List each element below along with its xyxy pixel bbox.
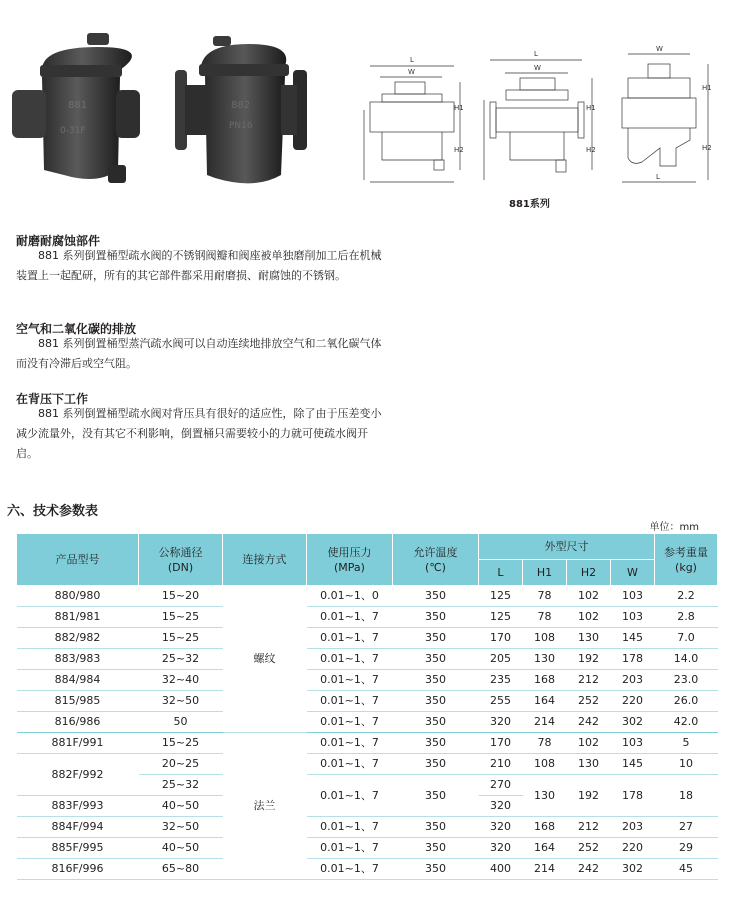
table-row: [17, 754, 718, 775]
table-row: [17, 838, 718, 859]
table-cell: 145: [611, 754, 655, 775]
header-dn: 公称通径 (DN): [139, 534, 223, 586]
table-cell: 145: [611, 628, 655, 649]
table-row: [17, 691, 718, 712]
header-connection: 连接方式: [223, 534, 307, 586]
table-cell: 130: [567, 628, 611, 649]
table-cell: 108: [523, 754, 567, 775]
dim-label-W2: W: [534, 64, 541, 72]
table-cell: 885F/995: [17, 838, 139, 859]
connection-flange: 法兰: [223, 733, 307, 880]
table-cell: 32~40: [139, 670, 223, 691]
table-cell: 883/983: [17, 649, 139, 670]
table-cell: 350: [393, 775, 479, 817]
table-cell: 882F/992: [17, 754, 139, 796]
table-cell: 168: [523, 670, 567, 691]
table-cell: 25~32: [139, 775, 223, 796]
drawing-caption: 881系列: [509, 199, 550, 210]
table-cell: 164: [523, 691, 567, 712]
table-cell: 5: [655, 733, 718, 754]
table-cell: 0.01~1、7: [307, 670, 393, 691]
dim-label-H1-2: H1: [586, 104, 596, 112]
table-cell: 350: [393, 859, 479, 880]
table-cell: 42.0: [655, 712, 718, 733]
dim-label-L3: L: [656, 173, 660, 181]
table-cell: 203: [611, 817, 655, 838]
dim-label-W3: W: [656, 45, 663, 53]
drawing-side: [622, 54, 708, 182]
product-photo-flanged: [175, 30, 323, 195]
table-cell: 14.0: [655, 649, 718, 670]
table-cell: 210: [479, 754, 523, 775]
table-cell: 170: [479, 733, 523, 754]
drawing-flanged: [484, 60, 592, 180]
table-cell: 15~20: [139, 586, 223, 607]
table-cell: 881F/991: [17, 733, 139, 754]
table-cell: 23.0: [655, 670, 718, 691]
table-cell: 65~80: [139, 859, 223, 880]
table-cell: 78: [523, 733, 567, 754]
photo-mark-882: 882: [231, 100, 251, 111]
table-cell: 320: [479, 817, 523, 838]
table-cell: 883F/993: [17, 796, 139, 817]
table-cell: 192: [567, 649, 611, 670]
dim-label-L2: L: [534, 50, 538, 58]
photo-mark-881: 881: [68, 100, 88, 111]
table-cell: 205: [479, 649, 523, 670]
table-cell: 168: [523, 817, 567, 838]
table-cell: 50: [139, 712, 223, 733]
header-H1: H1: [523, 560, 567, 586]
table-cell: 2.8: [655, 607, 718, 628]
table-cell: 178: [611, 649, 655, 670]
table-row: [17, 712, 718, 733]
table-cell: 881/981: [17, 607, 139, 628]
table-cell: 0.01~1、7: [307, 817, 393, 838]
photo-mark-rating: 0-31F: [60, 126, 86, 136]
table-row: [17, 817, 718, 838]
table-cell: 125: [479, 607, 523, 628]
table-cell: 270: [479, 775, 523, 796]
table-cell: 25~32: [139, 649, 223, 670]
table-cell: 350: [393, 670, 479, 691]
table-cell: 350: [393, 733, 479, 754]
section-title-backpressure: 在背压下工作: [16, 392, 89, 406]
table-row: [17, 733, 718, 754]
dim-label-H2-3: H2: [702, 144, 712, 152]
table-cell: 302: [611, 712, 655, 733]
table-cell: 0.01~1、7: [307, 859, 393, 880]
header-L: L: [479, 560, 523, 586]
table-cell: 15~25: [139, 628, 223, 649]
table-cell: 2.2: [655, 586, 718, 607]
section-title-air: 空气和二氧化碳的排放: [16, 322, 137, 336]
table-cell: 108: [523, 628, 567, 649]
table-cell: 170: [479, 628, 523, 649]
header-model: 产品型号: [17, 534, 139, 586]
table-row: [17, 607, 718, 628]
table-cell: 192: [567, 775, 611, 817]
table-cell: 220: [611, 838, 655, 859]
table-heading: 六、技术参数表: [7, 504, 99, 519]
table-cell: 255: [479, 691, 523, 712]
table-cell: 320: [479, 796, 523, 817]
table-cell: 130: [567, 754, 611, 775]
table-cell: 882/982: [17, 628, 139, 649]
table-cell: 884F/994: [17, 817, 139, 838]
header-pressure: 使用压力 (MPa): [307, 534, 393, 586]
table-cell: 45: [655, 859, 718, 880]
table-cell: 350: [393, 712, 479, 733]
table-cell: 102: [567, 733, 611, 754]
table-cell: 320: [479, 712, 523, 733]
table-cell: 220: [611, 691, 655, 712]
table-cell: 400: [479, 859, 523, 880]
table-cell: 816F/996: [17, 859, 139, 880]
table-cell: 15~25: [139, 733, 223, 754]
table-cell: 212: [567, 817, 611, 838]
table-cell: 125: [479, 586, 523, 607]
table-cell: 350: [393, 754, 479, 775]
table-cell: 164: [523, 838, 567, 859]
table-cell: 302: [611, 859, 655, 880]
section-body-air: 881 系列倒置桶型蒸汽疏水阀可以自动连续地排放空气和二氧化碳气体而没有冷滞后或空气阻。: [16, 337, 382, 370]
table-cell: 350: [393, 586, 479, 607]
table-cell: 242: [567, 859, 611, 880]
header-dimensions: 外型尺寸: [479, 534, 655, 560]
header-H2: H2: [567, 560, 611, 586]
section-body-wear: 881 系列倒置桶型疏水阀的不锈钢阀瓣和阀座被单独磨削加工后在机械装置上一起配研，所有的其它部件都采用耐磨损、耐腐蚀的不锈钢。: [16, 249, 382, 282]
dim-label-H1-1: H1: [454, 104, 464, 112]
table-cell: 0.01~1、7: [307, 754, 393, 775]
table-row: [17, 670, 718, 691]
table-cell: 350: [393, 649, 479, 670]
table-cell: 880/980: [17, 586, 139, 607]
table-cell: 40~50: [139, 838, 223, 859]
table-cell: 32~50: [139, 691, 223, 712]
table-cell: 178: [611, 775, 655, 817]
table-cell: 884/984: [17, 670, 139, 691]
table-cell: 0.01~1、7: [307, 712, 393, 733]
table-cell: 103: [611, 607, 655, 628]
table-cell: 212: [567, 670, 611, 691]
table-cell: 815/985: [17, 691, 139, 712]
table-cell: 252: [567, 838, 611, 859]
table-cell: 0.01~1、7: [307, 838, 393, 859]
dim-label-H1-3: H1: [702, 84, 712, 92]
table-cell: 0.01~1、7: [307, 607, 393, 628]
table-row: [17, 628, 718, 649]
table-cell: 0.01~1、7: [307, 691, 393, 712]
section-title-wear: 耐磨耐腐蚀部件: [16, 234, 101, 248]
table-row: [17, 649, 718, 670]
table-cell: 15~25: [139, 607, 223, 628]
table-cell: 103: [611, 733, 655, 754]
table-cell: 78: [523, 607, 567, 628]
table-cell: 816/986: [17, 712, 139, 733]
table-cell: 78: [523, 586, 567, 607]
table-cell: 214: [523, 859, 567, 880]
table-cell: 40~50: [139, 796, 223, 817]
table-cell: 10: [655, 754, 718, 775]
photo-mark-pn: PN16: [229, 121, 253, 131]
dim-label-L1: L: [410, 56, 414, 64]
table-cell: 26.0: [655, 691, 718, 712]
table-cell: 320: [479, 838, 523, 859]
section-body-backpressure: 881 系列倒置桶型疏水阀对背压具有很好的适应性，除了由于压差变小减少流量外，没有其它不利影响，倒置桶只需要较小的力就可使疏水阀开启。: [16, 407, 382, 460]
unit-label: 单位：mm: [649, 522, 699, 533]
table-cell: 214: [523, 712, 567, 733]
table-cell: 0.01~1、7: [307, 775, 393, 817]
dim-label-W1: W: [408, 68, 415, 76]
header-W: W: [611, 560, 655, 586]
table-cell: 0.01~1、7: [307, 649, 393, 670]
dim-label-H2-2: H2: [586, 146, 596, 154]
table-cell: 32~50: [139, 817, 223, 838]
product-photo-threaded: [12, 25, 140, 195]
header-temperature: 允许温度 (℃): [393, 534, 479, 586]
dimension-drawings: [360, 40, 730, 190]
table-cell: 350: [393, 817, 479, 838]
dim-label-H2-1: H2: [454, 146, 464, 154]
table-cell: 102: [567, 607, 611, 628]
table-cell: 0.01~1、0: [307, 586, 393, 607]
table-cell: 252: [567, 691, 611, 712]
table-cell: 18: [655, 775, 718, 817]
connection-thread: 螺纹: [223, 586, 307, 733]
table-cell: 130: [523, 775, 567, 817]
table-cell: 27: [655, 817, 718, 838]
table-cell: 350: [393, 691, 479, 712]
table-cell: 103: [611, 586, 655, 607]
table-cell: 130: [523, 649, 567, 670]
table-cell: 20~25: [139, 754, 223, 775]
table-cell: 7.0: [655, 628, 718, 649]
table-cell: 350: [393, 607, 479, 628]
table-row: [17, 859, 718, 880]
header-weight: 参考重量 (kg): [655, 534, 718, 586]
table-cell: 242: [567, 712, 611, 733]
table-cell: 203: [611, 670, 655, 691]
table-cell: 0.01~1、7: [307, 733, 393, 754]
table-cell: 0.01~1、7: [307, 628, 393, 649]
table-cell: 102: [567, 586, 611, 607]
table-cell: 350: [393, 628, 479, 649]
table-cell: 350: [393, 838, 479, 859]
table-cell: 29: [655, 838, 718, 859]
spec-table: [16, 533, 718, 880]
table-row: [17, 586, 718, 607]
drawing-threaded: [364, 66, 460, 182]
table-cell: 235: [479, 670, 523, 691]
